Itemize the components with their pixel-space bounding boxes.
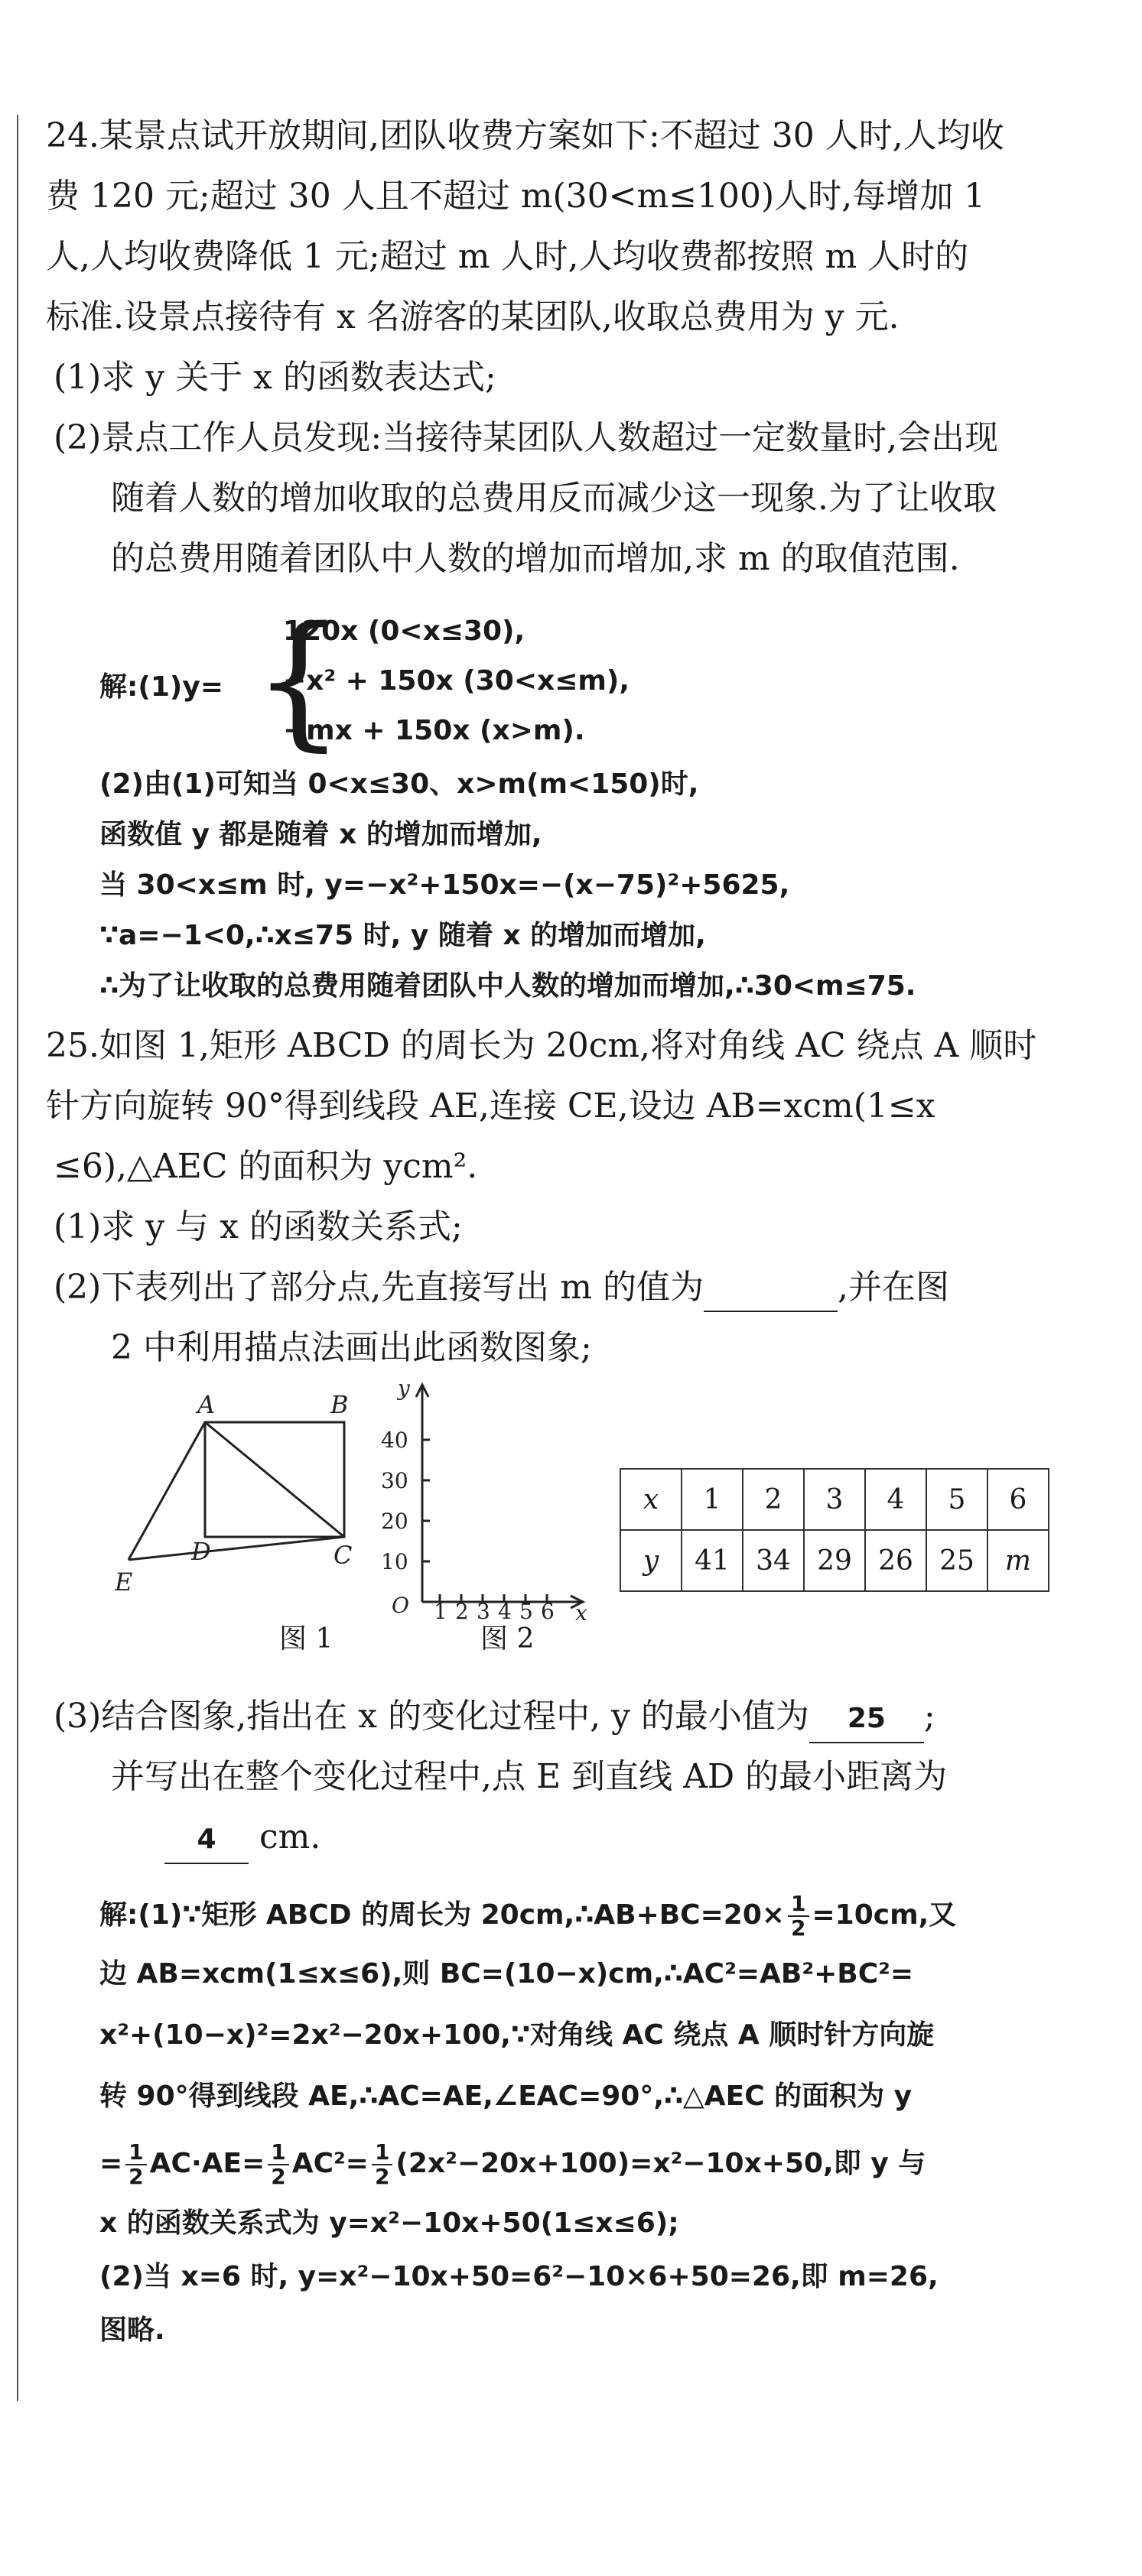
- q25-part2-text-b: ,并在图: [838, 1268, 950, 1307]
- fraction-one-half: [788, 1892, 809, 1940]
- table-row-x: [620, 1469, 1049, 1530]
- q24-case-3: −mx + 150x (x>m).: [283, 715, 585, 746]
- segment-ce: [129, 1537, 344, 1560]
- table-cell: y: [620, 1530, 682, 1591]
- q25-m-answer-blank: [704, 1265, 838, 1312]
- y-axis-label: y: [398, 1376, 410, 1401]
- q25-solution-line-2: 边 AB=xcm(1≤x≤6),则 BC=(10−x)cm,∴AC²=AB²+BC²=: [99, 1958, 914, 1990]
- q24-case-1: 120x (0<x≤30),: [283, 616, 525, 647]
- fraction-denominator: 2: [271, 2164, 286, 2189]
- q24-line-2: 费 120 元;超过 30 人且不超过 m(30<m≤100)人时,每增加 1: [46, 177, 986, 216]
- x-tick-3: 3: [477, 1599, 490, 1624]
- q25-sol-l5-a: =: [99, 2148, 123, 2179]
- q24-part2-line-2: 随着人数的增加收取的总费用反而减少这一现象.为了让收取: [111, 479, 997, 518]
- x-axis-label: x: [575, 1600, 587, 1625]
- q25-line-1: 25.如图 1,矩形 ABCD 的周长为 20cm,将对角线 AC 绕点 A 顺时: [46, 1026, 1037, 1065]
- fraction-one-half: [125, 2141, 146, 2188]
- table-cell: 41: [682, 1530, 743, 1591]
- q25-sol-l1-b: =10cm,又: [812, 1899, 957, 1931]
- table-cell: 1: [682, 1469, 743, 1530]
- q25-solution-line-6: x 的函数关系式为 y=x²−10x+50(1≤x≤6);: [99, 2207, 679, 2239]
- y-tick-20: 20: [381, 1509, 408, 1534]
- q25-solution-line-8: 图略.: [99, 2315, 165, 2346]
- fraction-numerator: 1: [268, 2141, 288, 2165]
- table-cell: m: [987, 1530, 1049, 1591]
- figure-1-caption: 图 1: [279, 1623, 333, 1655]
- q24-solution-line-1: (2)由(1)可知当 0<x≤30、x>m(m<150)时,: [99, 768, 699, 800]
- y-tick-30: 30: [381, 1468, 408, 1493]
- q25-part2-line-1: [54, 1265, 949, 1312]
- q24-solution-prefix: 解:(1)y=: [99, 671, 223, 703]
- q24-part2-line-3: 的总费用随着团队中人数的增加而增加,求 m 的取值范围.: [111, 539, 960, 578]
- q24-line-4: 标准.设景点接待有 x 名游客的某团队,收取总费用为 y 元.: [46, 297, 900, 336]
- q25-min-distance-answer: 4: [164, 1817, 249, 1864]
- x-tick-2: 2: [455, 1599, 469, 1624]
- x-tick-6: 6: [541, 1599, 555, 1624]
- table-row-y: [620, 1530, 1049, 1591]
- table-cell: 3: [804, 1469, 865, 1530]
- values-table: [620, 1468, 1049, 1592]
- piecewise-brace: {: [252, 596, 345, 765]
- q25-solution-line-7: (2)当 x=6 时, y=x²−10x+50=6²−10×6+50=26,即 m=26,: [99, 2261, 939, 2292]
- x-tick-1: 1: [434, 1599, 447, 1624]
- q25-part3-line-1: [54, 1694, 935, 1743]
- y-tick-10: 10: [381, 1549, 408, 1574]
- q25-solution-line-5: [99, 2133, 926, 2194]
- q24-solution-line-2: 函数值 y 都是随着 x 的增加而增加,: [99, 819, 542, 850]
- q25-solution-line-1: [99, 1885, 956, 1946]
- q25-sol-l5-d: (2x²−20x+100)=x²−10x+50,即 y 与: [395, 2148, 926, 2179]
- label-b: B: [330, 1392, 349, 1419]
- label-e: E: [115, 1567, 133, 1597]
- q25-line-3: ≤6),△AEC 的面积为 ycm².: [54, 1147, 478, 1186]
- q25-unit: cm.: [259, 1817, 321, 1856]
- q25-part3-text-a: (3)结合图象,指出在 x 的变化过程中, y 的最小值为: [54, 1697, 809, 1736]
- table-cell: 25: [926, 1530, 987, 1591]
- q25-min-value-answer: 25: [809, 1696, 924, 1743]
- q25-sol-l5-b: AC·AE=: [149, 2148, 265, 2179]
- page-margin-line: [17, 115, 18, 2401]
- table-cell: 6: [987, 1469, 1049, 1530]
- fraction-numerator: 1: [372, 2141, 392, 2165]
- fraction-denominator: 2: [791, 1915, 806, 1941]
- figure-2-caption: 图 2: [480, 1623, 535, 1655]
- table-cell: 34: [743, 1530, 804, 1591]
- label-a: A: [197, 1392, 216, 1419]
- q24-case-2: −x² + 150x (30<x≤m),: [283, 665, 630, 697]
- fraction-one-half: [268, 2141, 288, 2188]
- figure-1-rectangle: [115, 1392, 367, 1606]
- label-d: D: [191, 1537, 211, 1566]
- figure-2-axes: [375, 1372, 604, 1625]
- fraction-denominator: 2: [374, 2164, 390, 2189]
- table-cell: 2: [743, 1469, 804, 1530]
- y-tick-40: 40: [381, 1428, 408, 1453]
- table-cell: 29: [804, 1530, 865, 1591]
- fraction-numerator: 1: [788, 1892, 809, 1917]
- q25-part3-line-3: [164, 1814, 320, 1864]
- q25-solution-line-3: x²+(10−x)²=2x²−20x+100,∵对角线 AC 绕点 A 顺时针方向旋: [99, 2019, 935, 2051]
- table-cell: 4: [865, 1469, 926, 1530]
- q25-part3-line-2: 并写出在整个变化过程中,点 E 到直线 AD 的最小距离为: [111, 1757, 948, 1796]
- fraction-one-half: [372, 2141, 392, 2188]
- q24-part1: (1)求 y 关于 x 的函数表达式;: [54, 358, 496, 397]
- q25-sol-l1-a: 解:(1)∵矩形 ABCD 的周长为 20cm,∴AB+BC=20×: [99, 1899, 786, 1931]
- q24-line-1: 24.某景点试开放期间,团队收费方案如下:不超过 30 人时,人均收: [46, 116, 1004, 155]
- fraction-denominator: 2: [129, 2164, 144, 2189]
- q25-solution-line-4: 转 90°得到线段 AE,∴AC=AE,∠EAC=90°,∴△AEC 的面积为 y: [99, 2081, 913, 2112]
- x-tick-4: 4: [498, 1599, 512, 1624]
- q25-part2-line-2: 2 中利用描点法画出此函数图象;: [111, 1328, 592, 1367]
- table-cell: 5: [926, 1469, 987, 1530]
- q25-part1: (1)求 y 与 x 的函数关系式;: [54, 1207, 463, 1246]
- q24-solution-line-4: ∵a=−1<0,∴x≤75 时, y 随着 x 的增加而增加,: [99, 920, 706, 951]
- q24-part2-line-1: (2)景点工作人员发现:当接待某团队人数超过一定数量时,会出现: [54, 418, 999, 457]
- x-tick-5: 5: [519, 1599, 533, 1624]
- diagonal-ac: [205, 1422, 344, 1537]
- q24-line-3: 人,人均收费降低 1 元;超过 m 人时,人均收费都按照 m 人时的: [46, 237, 969, 276]
- table-cell: 26: [865, 1530, 926, 1591]
- q24-solution-line-5: ∴为了让收取的总费用随着团队中人数的增加而增加,∴30<m≤75.: [99, 970, 916, 1002]
- label-c: C: [333, 1541, 353, 1570]
- q25-part2-text-a: (2)下表列出了部分点,先直接写出 m 的值为: [54, 1268, 704, 1307]
- table-cell: x: [620, 1469, 682, 1530]
- q25-line-2: 针方向旋转 90°得到线段 AE,连接 CE,设边 AB=xcm(1≤x: [46, 1087, 935, 1126]
- fraction-numerator: 1: [125, 2141, 146, 2165]
- origin-label: O: [392, 1593, 409, 1618]
- q24-solution-line-3: 当 30<x≤m 时, y=−x²+150x=−(x−75)²+5625,: [99, 869, 790, 901]
- q25-sol-l5-c: AC²=: [291, 2148, 369, 2179]
- q25-part3-text-b: ;: [923, 1697, 935, 1736]
